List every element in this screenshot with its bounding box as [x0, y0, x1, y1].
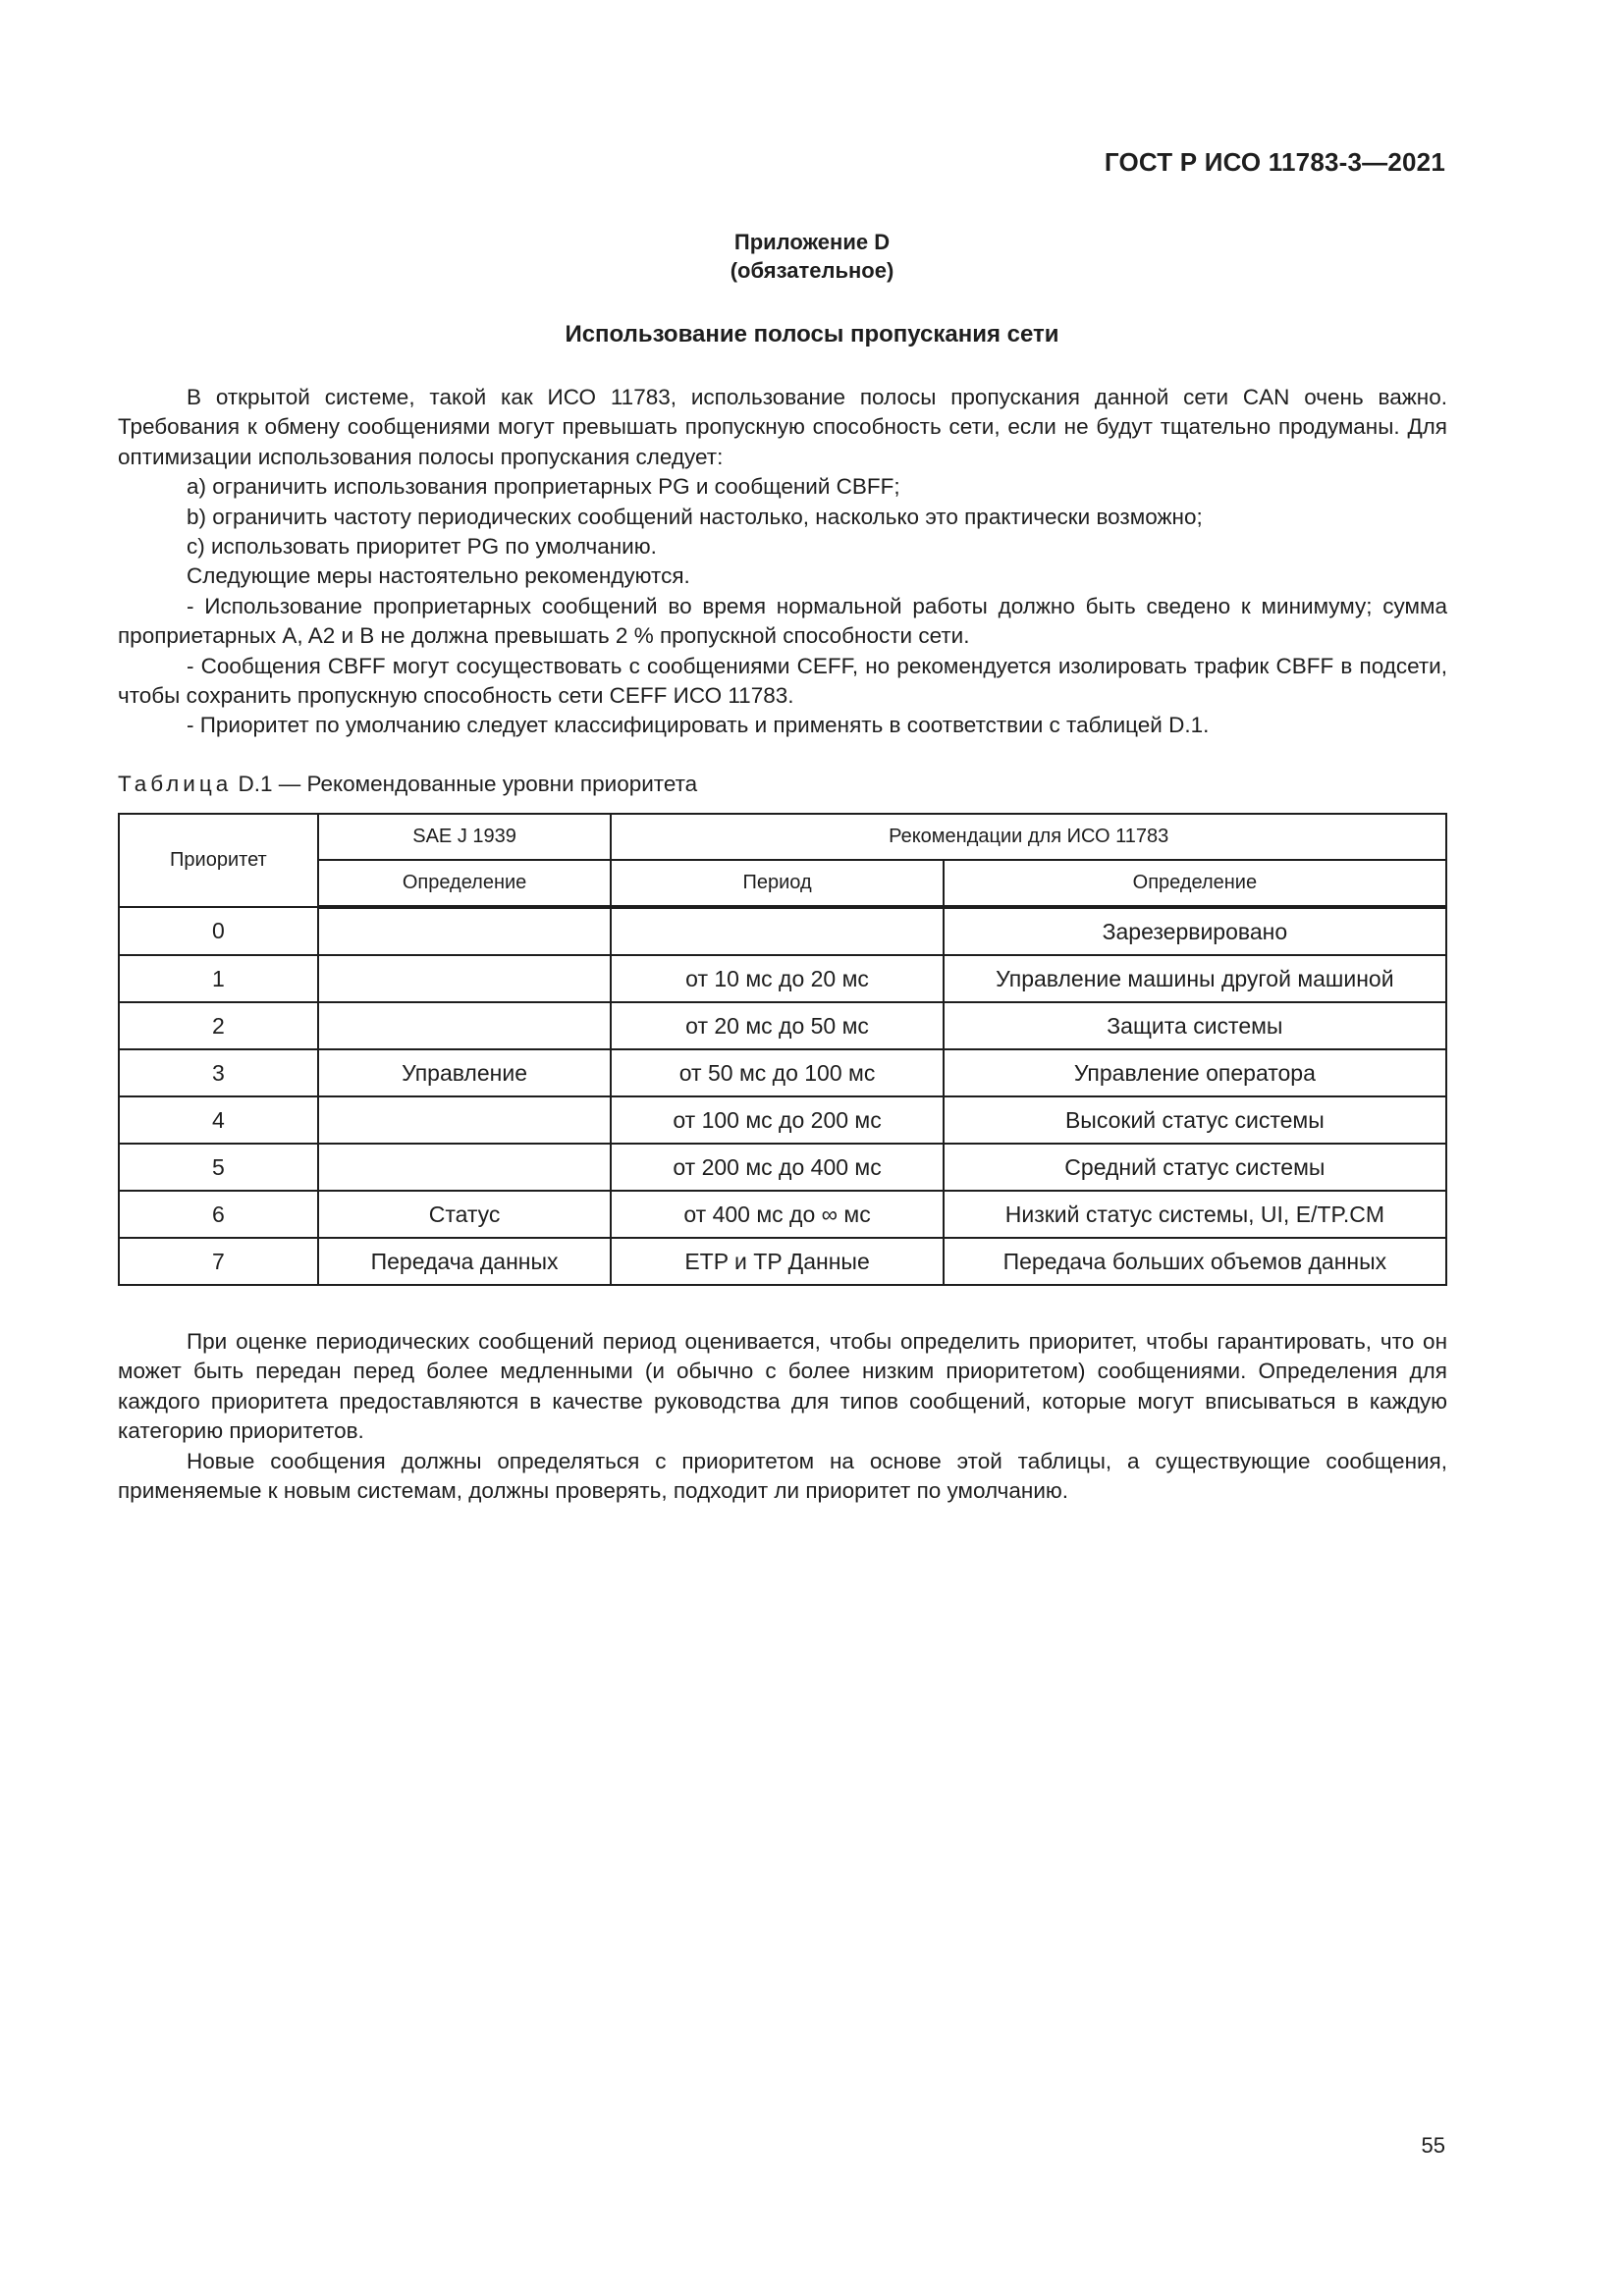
- cell-definition: Управление машины другой машиной: [944, 955, 1446, 1002]
- outro-paragraph-evaluation: При оценке периодических сообщений период оценивается, чтобы определить приоритет, чтобы гарантировать, что он может быть передан перед более медленными (и обычно с более низким приоритетом) сообщениями. Определения для каждого приоритета предоставляются в качестве руководства для типов сообщений, которые могут вписываться в каждую категорию приоритетов.: [118, 1329, 1447, 1444]
- intro-text: [118, 383, 1447, 741]
- header-sae: SAE J 1939: [318, 814, 612, 860]
- bullet-item-proprietary: - Использование проприетарных сообщений во время нормальной работы должно быть сведено к минимуму; сумма проприетарных A, A2 и B не должна превышать 2 % пропускной способности сети.: [118, 593, 1447, 649]
- header-iso-period: Период: [611, 860, 943, 907]
- cell-sae-definition: [318, 1144, 612, 1191]
- cell-sae-definition: Управление: [318, 1049, 612, 1096]
- cell-period: от 400 мс до ∞ мс: [611, 1191, 943, 1238]
- cell-period: от 50 мс до 100 мс: [611, 1049, 943, 1096]
- cell-sae-definition: [318, 955, 612, 1002]
- cell-period: от 20 мс до 50 мс: [611, 1002, 943, 1049]
- recommendation-intro: Следующие меры настоятельно рекомендуются.: [187, 563, 690, 589]
- cell-definition: Высокий статус системы: [944, 1096, 1446, 1144]
- cell-priority: 3: [119, 1049, 318, 1096]
- cell-priority: 2: [119, 1002, 318, 1049]
- table-caption: [118, 772, 697, 797]
- cell-period: ETP и TP Данные: [611, 1238, 943, 1285]
- table-caption-text: D.1 — Рекомендованные уровни приоритета: [238, 772, 698, 796]
- page-number: 55: [1421, 2133, 1445, 2158]
- table-row: [119, 1096, 1446, 1144]
- list-item-a: a) ограничить использования проприетарных PG и сообщений CBFF;: [187, 474, 900, 500]
- cell-definition: Низкий статус системы, UI, E/TP.CM: [944, 1191, 1446, 1238]
- appendix-heading: [0, 228, 1624, 285]
- cell-sae-definition: [318, 1002, 612, 1049]
- cell-priority: 7: [119, 1238, 318, 1285]
- list-item-b: b) ограничить частоту периодических сообщений настолько, насколько это практически возможно;: [187, 504, 1203, 529]
- header-iso-definition: Определение: [944, 860, 1446, 907]
- cell-priority: 5: [119, 1144, 318, 1191]
- document-id-header: ГОСТ Р ИСО 11783-3—2021: [1104, 147, 1445, 177]
- table-row: [119, 1144, 1446, 1191]
- cell-definition: Средний статус системы: [944, 1144, 1446, 1191]
- priority-table: [118, 813, 1447, 1286]
- table-row: [119, 1238, 1446, 1285]
- list-item-c: c) использовать приоритет PG по умолчанию.: [187, 534, 657, 560]
- cell-priority: 6: [119, 1191, 318, 1238]
- cell-sae-definition: [318, 907, 612, 955]
- cell-period: [611, 907, 943, 955]
- cell-period: от 200 мс до 400 мс: [611, 1144, 943, 1191]
- appendix-subtitle: (обязательное): [730, 258, 894, 283]
- bullet-item-cbff: - Сообщения CBFF могут сосуществовать с сообщениями CEFF, но рекомендуется изолировать трафик CBFF в подсети, чтобы сохранить пропускную способность сети CEFF ИСО 11783.: [118, 653, 1447, 709]
- table-row: [119, 1002, 1446, 1049]
- table-row: [119, 955, 1446, 1002]
- table-row: [119, 1191, 1446, 1238]
- outro-text: [118, 1327, 1447, 1506]
- cell-priority: 1: [119, 955, 318, 1002]
- table-row: [119, 1049, 1446, 1096]
- outro-paragraph-new-messages: Новые сообщения должны определяться с приоритетом на основе этой таблицы, а существующие сообщения, применяемые к новым системам, должны проверять, подходит ли приоритет по умолчанию.: [118, 1448, 1447, 1504]
- cell-sae-definition: Статус: [318, 1191, 612, 1238]
- section-title: Использование полосы пропускания сети: [565, 321, 1059, 347]
- header-sae-definition: Определение: [318, 860, 612, 907]
- table-caption-label: Таблица: [118, 772, 233, 796]
- cell-definition: Зарезервировано: [944, 907, 1446, 955]
- cell-sae-definition: Передача данных: [318, 1238, 612, 1285]
- header-iso-recommendations: Рекомендации для ИСО 11783: [611, 814, 1446, 860]
- cell-period: от 10 мс до 20 мс: [611, 955, 943, 1002]
- cell-priority: 0: [119, 907, 318, 955]
- cell-definition: Передача больших объемов данных: [944, 1238, 1446, 1285]
- cell-definition: Управление оператора: [944, 1049, 1446, 1096]
- bullet-item-default-priority: - Приоритет по умолчанию следует классифицировать и применять в соответствии с таблицей D.1.: [187, 713, 1210, 738]
- appendix-title: Приложение D: [733, 230, 891, 254]
- cell-definition: Защита системы: [944, 1002, 1446, 1049]
- table-row: [119, 907, 1446, 955]
- cell-period: от 100 мс до 200 мс: [611, 1096, 943, 1144]
- intro-paragraph: В открытой системе, такой как ИСО 11783, использование полосы пропускания данной сети CAN очень важно. Требования к обмену сообщениями могут превышать пропускную способность сети, если не будут тщательно продуманы. Для оптимизации использования полосы пропускания следует:: [118, 385, 1447, 469]
- header-priority: Приоритет: [119, 814, 318, 907]
- cell-priority: 4: [119, 1096, 318, 1144]
- cell-sae-definition: [318, 1096, 612, 1144]
